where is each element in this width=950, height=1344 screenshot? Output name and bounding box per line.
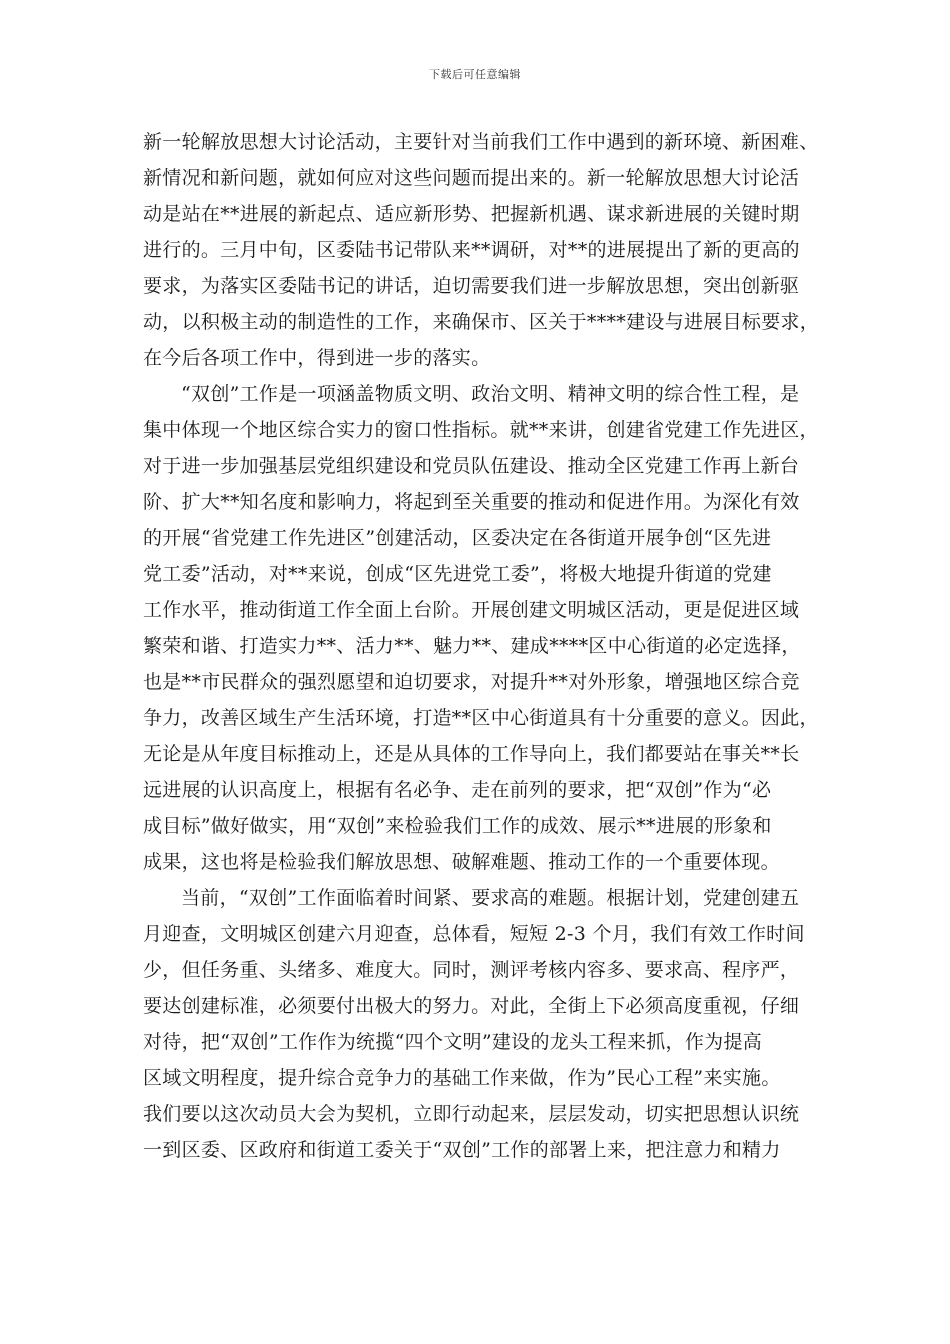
text-line: 成目标”做好做实，用“双创”来检验我们工作的成效、展示**进展的形象和 bbox=[143, 815, 772, 837]
text-line: 当前，“双创”工作面临着时间紧、要求高的难题。根据计划，党建创建五 bbox=[181, 887, 800, 909]
header-note: 下载后可任意编辑 bbox=[429, 68, 521, 81]
text-line: 阶、扩大**知名度和影响力，将起到至关重要的推动和促进作用。为深化有效 bbox=[143, 491, 800, 513]
text-line: 月迎查，文明城区创建六月迎查，总体看，短短 2-3 个月，我们有效工作时间 bbox=[143, 923, 805, 945]
text-line: 动是站在**进展的新起点、适应新形势、把握新机遇、谋求新进展的关键时期 bbox=[143, 203, 800, 225]
text-line: 在今后各项工作中，得到进一步的落实。 bbox=[143, 347, 491, 369]
text-line: 工作水平，推动街道工作全面上台阶。开展创建文明城区活动，更是促进区域 bbox=[143, 599, 800, 621]
paragraph-2 bbox=[143, 376, 819, 880]
text-line: 区域文明程度，提升综合竞争力的基础工作来做，作为”民心工程”来实施。 bbox=[143, 1067, 781, 1089]
document-body bbox=[143, 124, 820, 1168]
text-line: 一到区委、区政府和街道工委关于“双创”工作的部署上来，把注意力和精力 bbox=[143, 1139, 781, 1161]
text-line: 成果，这也将是检验我们解放思想、破解难题、推动工作的一个重要体现。 bbox=[143, 851, 780, 873]
text-line: 的开展“省党建工作先进区”创建活动，区委决定在各街道开展争创“区先进 bbox=[143, 527, 772, 549]
text-line: 争力，改善区域生产生活环境，打造**区中心街道具有十分重要的意义。因此， bbox=[143, 707, 819, 729]
text-line: “双创”工作是一项涵盖物质文明、政治文明、精神文明的综合性工程，是 bbox=[181, 383, 800, 405]
text-line: 新情况和新问题，就如何应对这些问题而提出来的。新一轮解放思想大讨论活 bbox=[143, 167, 800, 189]
text-line: 繁荣和谐、打造实力**、活力**、魅力**、建成****区中心街道的必定选择， bbox=[143, 635, 801, 657]
text-line: 集中体现一个地区综合实力的窗口性指标。就**来讲，创建省党建工作先进区， bbox=[143, 419, 819, 441]
text-line: 无论是从年度目标推动上，还是从具体的工作导向上，我们都要站在事关**长 bbox=[143, 743, 800, 765]
text-line: 要达创建标准，必须要付出极大的努力。对此，全街上下必须高度重视，仔细 bbox=[143, 995, 800, 1017]
paragraph-1 bbox=[143, 124, 820, 376]
text-line: 新一轮解放思想大讨论活动，主要针对当前我们工作中遇到的新环境、新困难、 bbox=[143, 131, 819, 153]
text-line: 我们要以这次动员大会为契机，立即行动起来，层层发动，切实把思想认识统 bbox=[143, 1103, 800, 1125]
text-line: 党工委”活动，对**来说，创成“区先进党工委”，将极大地提升街道的党建 bbox=[143, 563, 772, 585]
text-line: 进行的。三月中旬，区委陆书记带队来**调研，对**的进展提出了新的更高的 bbox=[143, 239, 800, 261]
text-line: 对于进一步加强基层党组织建设和党员队伍建设、推动全区党建工作再上新台 bbox=[143, 455, 800, 477]
text-line: 远进展的认识高度上，根据有名必争、走在前列的要求，把“双创”作为“必 bbox=[143, 779, 772, 801]
paragraph-3 bbox=[143, 880, 809, 1168]
text-line: 对待，把“双创”工作作为统揽“四个文明”建设的龙头工程来抓，作为提高 bbox=[143, 1031, 763, 1053]
text-line: 动，以积极主动的制造性的工作，来确保市、区关于****建设与进展目标要求， bbox=[143, 311, 820, 333]
text-line: 要求，为落实区委陆书记的讲话，迫切需要我们进一步解放思想，突出创新驱 bbox=[143, 275, 800, 297]
text-line: 也是**市民群众的强烈愿望和迫切要求，对提升**对外形象，增强地区综合竞 bbox=[143, 671, 800, 693]
text-line: 少，但任务重、头绪多、难度大。同时，测评考核内容多、要求高、程序严， bbox=[143, 959, 800, 981]
